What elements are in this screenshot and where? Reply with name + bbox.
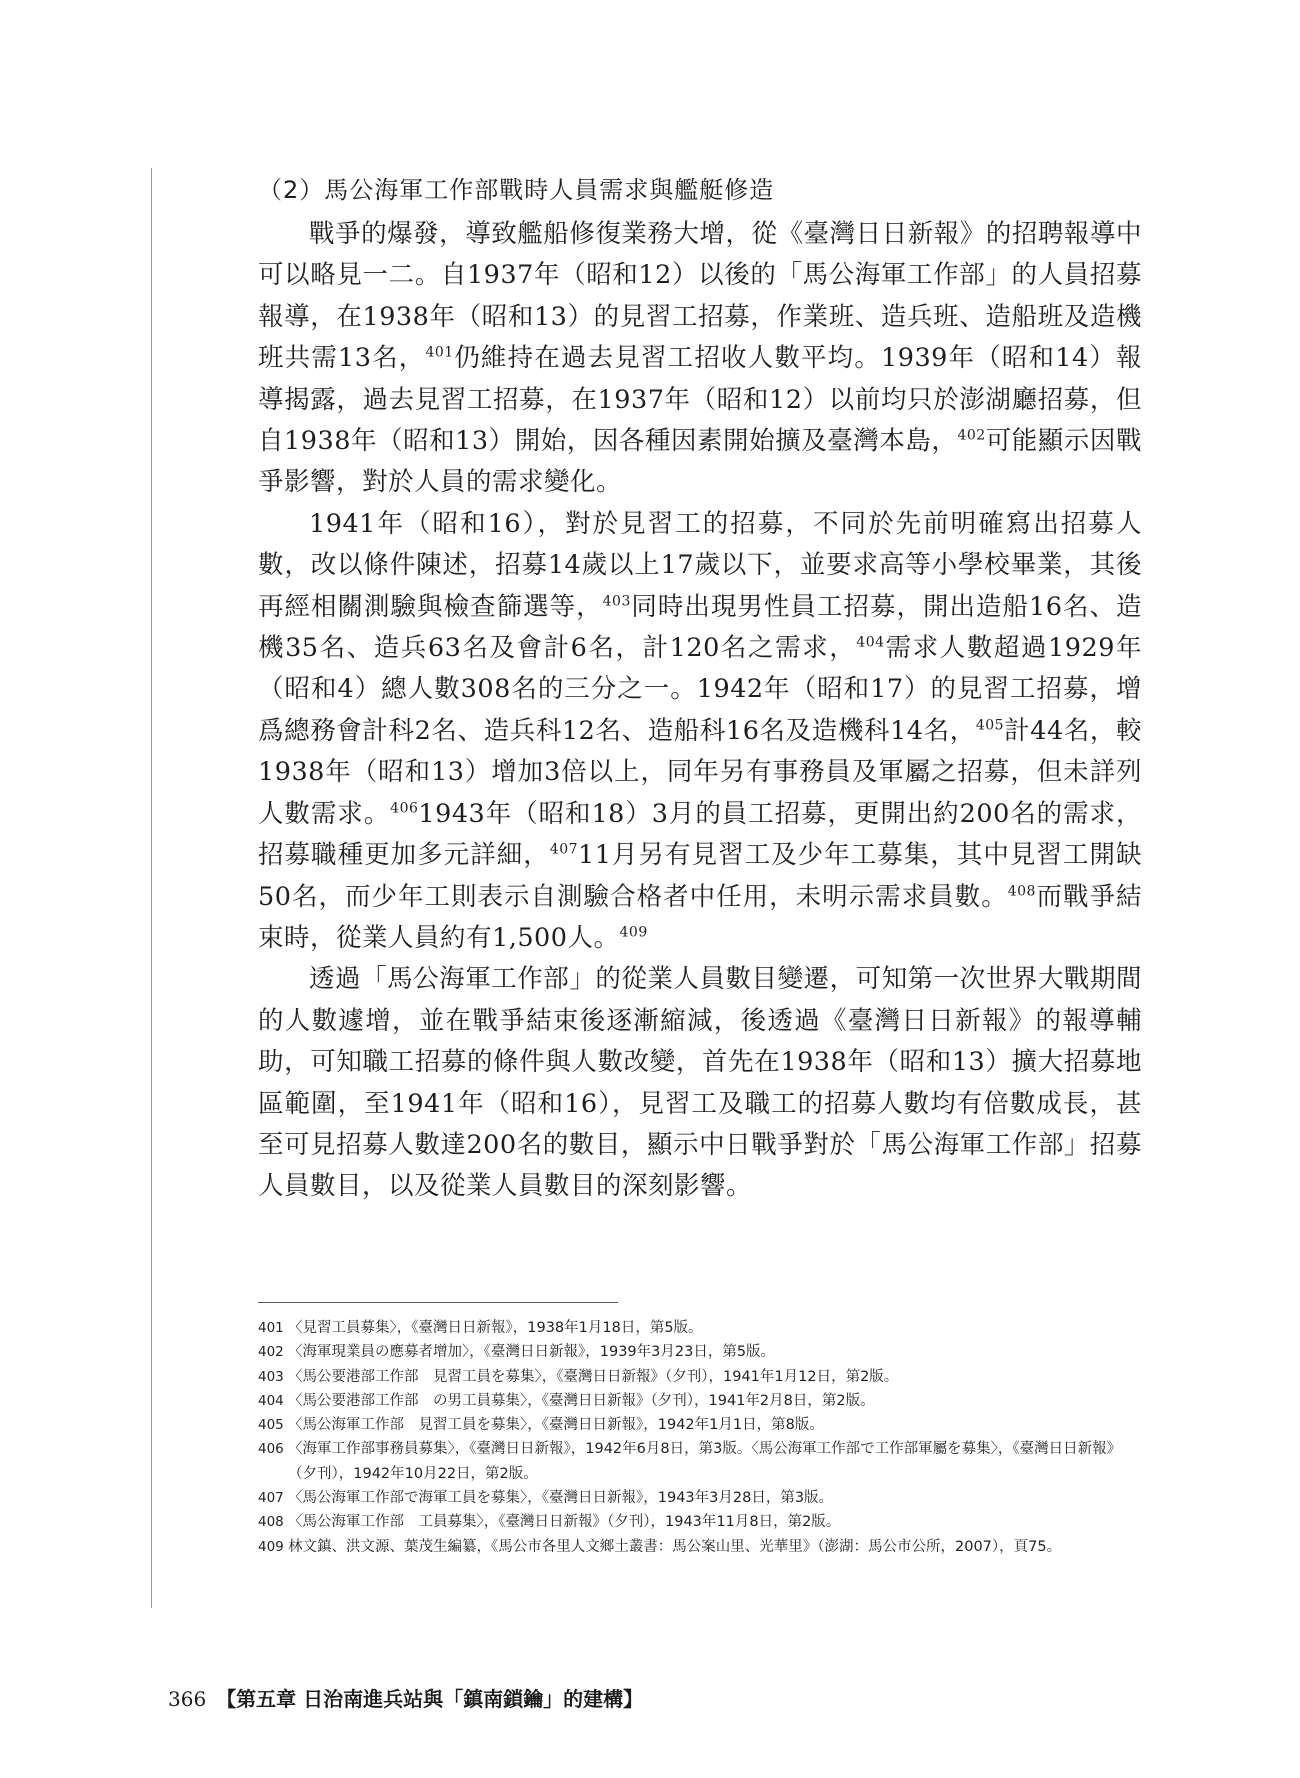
main-body xyxy=(258,170,1142,1208)
footnote-number: 401 xyxy=(258,1320,284,1336)
paragraph-text: 計44名，較1938年（昭和13）增加3倍以上，同年另有事務員及軍屬之招募，但未詳列人數需求。 xyxy=(258,715,1143,829)
paragraph-text: 可能顯示因戰爭影響，對於人員的需求變化。 xyxy=(258,426,1142,498)
section-heading: （2）馬公海軍工作部戰時人員需求與艦艇修造 xyxy=(258,176,775,204)
footnote xyxy=(258,1486,1142,1510)
footnote-ref[interactable]: 404 xyxy=(856,634,885,651)
footnote-text: 〈馬公要港部工作部 見習工員を募集〉，《臺灣日日新報》（夕刊），1941年1月12日，第2版。 xyxy=(288,1368,899,1385)
footnote xyxy=(258,1413,1142,1437)
page-number: 366 xyxy=(168,1687,207,1711)
footnote xyxy=(258,1365,1142,1389)
paragraph-text: 仍維持在過去見習工招收人數平均。1939年（昭和14）報導揭露，過去見習工招募，在1937年（昭和12）以前均只於澎湖廳招募，但自1938年（昭和13）開始，因各種因素開始擴及臺灣本島， xyxy=(258,343,1142,457)
footnote-text: 〈馬公要港部工作部 の男工員募集〉，《臺灣日日新報》（夕刊），1941年2月8日，第2版。 xyxy=(288,1392,875,1409)
margin-rule xyxy=(151,168,152,1608)
footnote xyxy=(258,1437,1142,1486)
paragraph-text: 透過「馬公海軍工作部」的從業人員數目變遷，可知第一次世界大戰期間的人數遽增，並在戰爭結束後逐漸縮減，後透過《臺灣日日新報》的報導輔助，可知職工招募的條件與人數改變，首先在1938年（昭和13）擴大招募地區範圍，至1941年（昭和16），見習工及職工的招募人數均有倍數成長，甚至可見招募人數達200名的數目，顯示中日戰爭對於「馬公海軍工作部」招募人員數目，以及從業人員數目的深刻影響。 xyxy=(258,964,1142,1202)
footnote xyxy=(258,1535,1142,1559)
footnote-number: 405 xyxy=(258,1417,284,1434)
footnote-ref[interactable]: 409 xyxy=(619,924,648,941)
footnote-number: 404 xyxy=(258,1392,284,1409)
footnote-number: 402 xyxy=(258,1344,284,1361)
footnote-number: 407 xyxy=(258,1490,284,1507)
footnote-ref[interactable]: 403 xyxy=(602,593,631,610)
footnote-text: 〈海軍現業員の應募者增加〉，《臺灣日日新報》，1939年3月23日，第5版。 xyxy=(288,1344,776,1361)
paragraph-text: 而戰爭結束時，從業人員約有1,500人。 xyxy=(258,881,1142,953)
footnote xyxy=(258,1389,1142,1413)
paragraph-text: 需求人數超過1929年（昭和4）總人數308名的三分之一。1942年（昭和17）的見習工招募，增爲總務會計科2名、造兵科12名、造船科16名及造機科14名， xyxy=(258,633,1142,746)
paragraph-text: 1941年（昭和16），對於見習工的招募，不同於先前明確寫出招募人數，改以條件陳述，招募14歲以上17歲以下，並要求高等小學校畢業，其後再經相關測驗與檢查篩選等， xyxy=(258,508,1142,622)
paragraph-text: 11月另有見習工及少年工募集，其中見習工開缺50名，而少年工則表示自測驗合格者中任用，未明示需求員數。 xyxy=(258,840,1142,912)
footnote-text: 〈海軍工作部事務員募集〉，《臺灣日日新報》，1942年6月8日，第3版。〈馬公海軍工作部で工作部軍屬を募集〉，《臺灣日日新報》（夕刊），1942年10月22日，第2版。 xyxy=(288,1441,1122,1482)
footnote-ref[interactable]: 406 xyxy=(390,800,419,817)
footnote-text: 〈馬公海軍工作部で海軍工員を募集〉，《臺灣日日新報》，1943年3月28日，第3版。 xyxy=(288,1490,834,1507)
footnote-number: 403 xyxy=(258,1368,284,1385)
footnote-ref[interactable]: 408 xyxy=(1007,883,1036,899)
paragraph-text: 1943年（昭和18）3月的員工招募，更開出約200名的需求，招募職種更加多元詳細， xyxy=(258,798,1142,871)
footnote-separator xyxy=(258,1302,618,1303)
footnote-number: 409 xyxy=(258,1538,284,1555)
footnote-ref[interactable]: 405 xyxy=(975,717,1005,734)
page-footer xyxy=(168,1684,643,1714)
footnote xyxy=(258,1510,1142,1534)
footnote xyxy=(258,1316,1142,1340)
paragraph-text: 同時出現男性員工招募，開出造船16名、造機35名、造兵63名及會計6名，計120名之需求， xyxy=(258,591,1142,664)
footnote-text: 〈見習工員募集〉，《臺灣日日新報》，1938年1月18日，第5版。 xyxy=(288,1320,703,1336)
footnote-text: 林文鎮、洪文源、葉茂生編纂，《馬公市各里人文鄉土叢書：馬公案山里、光華里》（澎湖：馬公市公所，2007），頁75。 xyxy=(288,1538,1062,1555)
footnote-ref[interactable]: 401 xyxy=(425,344,454,361)
footnotes xyxy=(258,1316,1142,1559)
footnote-text: 〈馬公海軍工作部 見習工員を募集〉，《臺灣日日新報》，1942年1月1日，第8版。 xyxy=(288,1417,824,1434)
footnote-text: 〈馬公海軍工作部 工員募集〉，《臺灣日日新報》（夕刊），1943年11月8日，第2版。 xyxy=(288,1514,841,1531)
footnote-ref[interactable]: 402 xyxy=(957,427,986,444)
body-paragraph xyxy=(258,214,1142,504)
running-title: 【第五章 日治南進兵站與「鎮南鎖鑰」的建構】 xyxy=(216,1687,644,1711)
body-paragraph xyxy=(258,959,1142,1207)
body-paragraph xyxy=(258,504,1142,959)
footnote-number: 406 xyxy=(258,1441,284,1458)
footnote-ref[interactable]: 407 xyxy=(549,841,579,858)
paragraphs xyxy=(258,214,1142,1208)
footnote-number: 408 xyxy=(258,1514,284,1531)
footnote xyxy=(258,1340,1142,1364)
paragraph-text: 戰爭的爆發，導致艦船修復業務大增，從《臺灣日日新報》的招聘報導中可以略見一二。自1937年（昭和12）以後的「馬公海軍工作部」的人員招募報導，在1938年（昭和13）的見習工招募，作業班、造兵班、造船班及造機班共需13名， xyxy=(258,219,1142,374)
